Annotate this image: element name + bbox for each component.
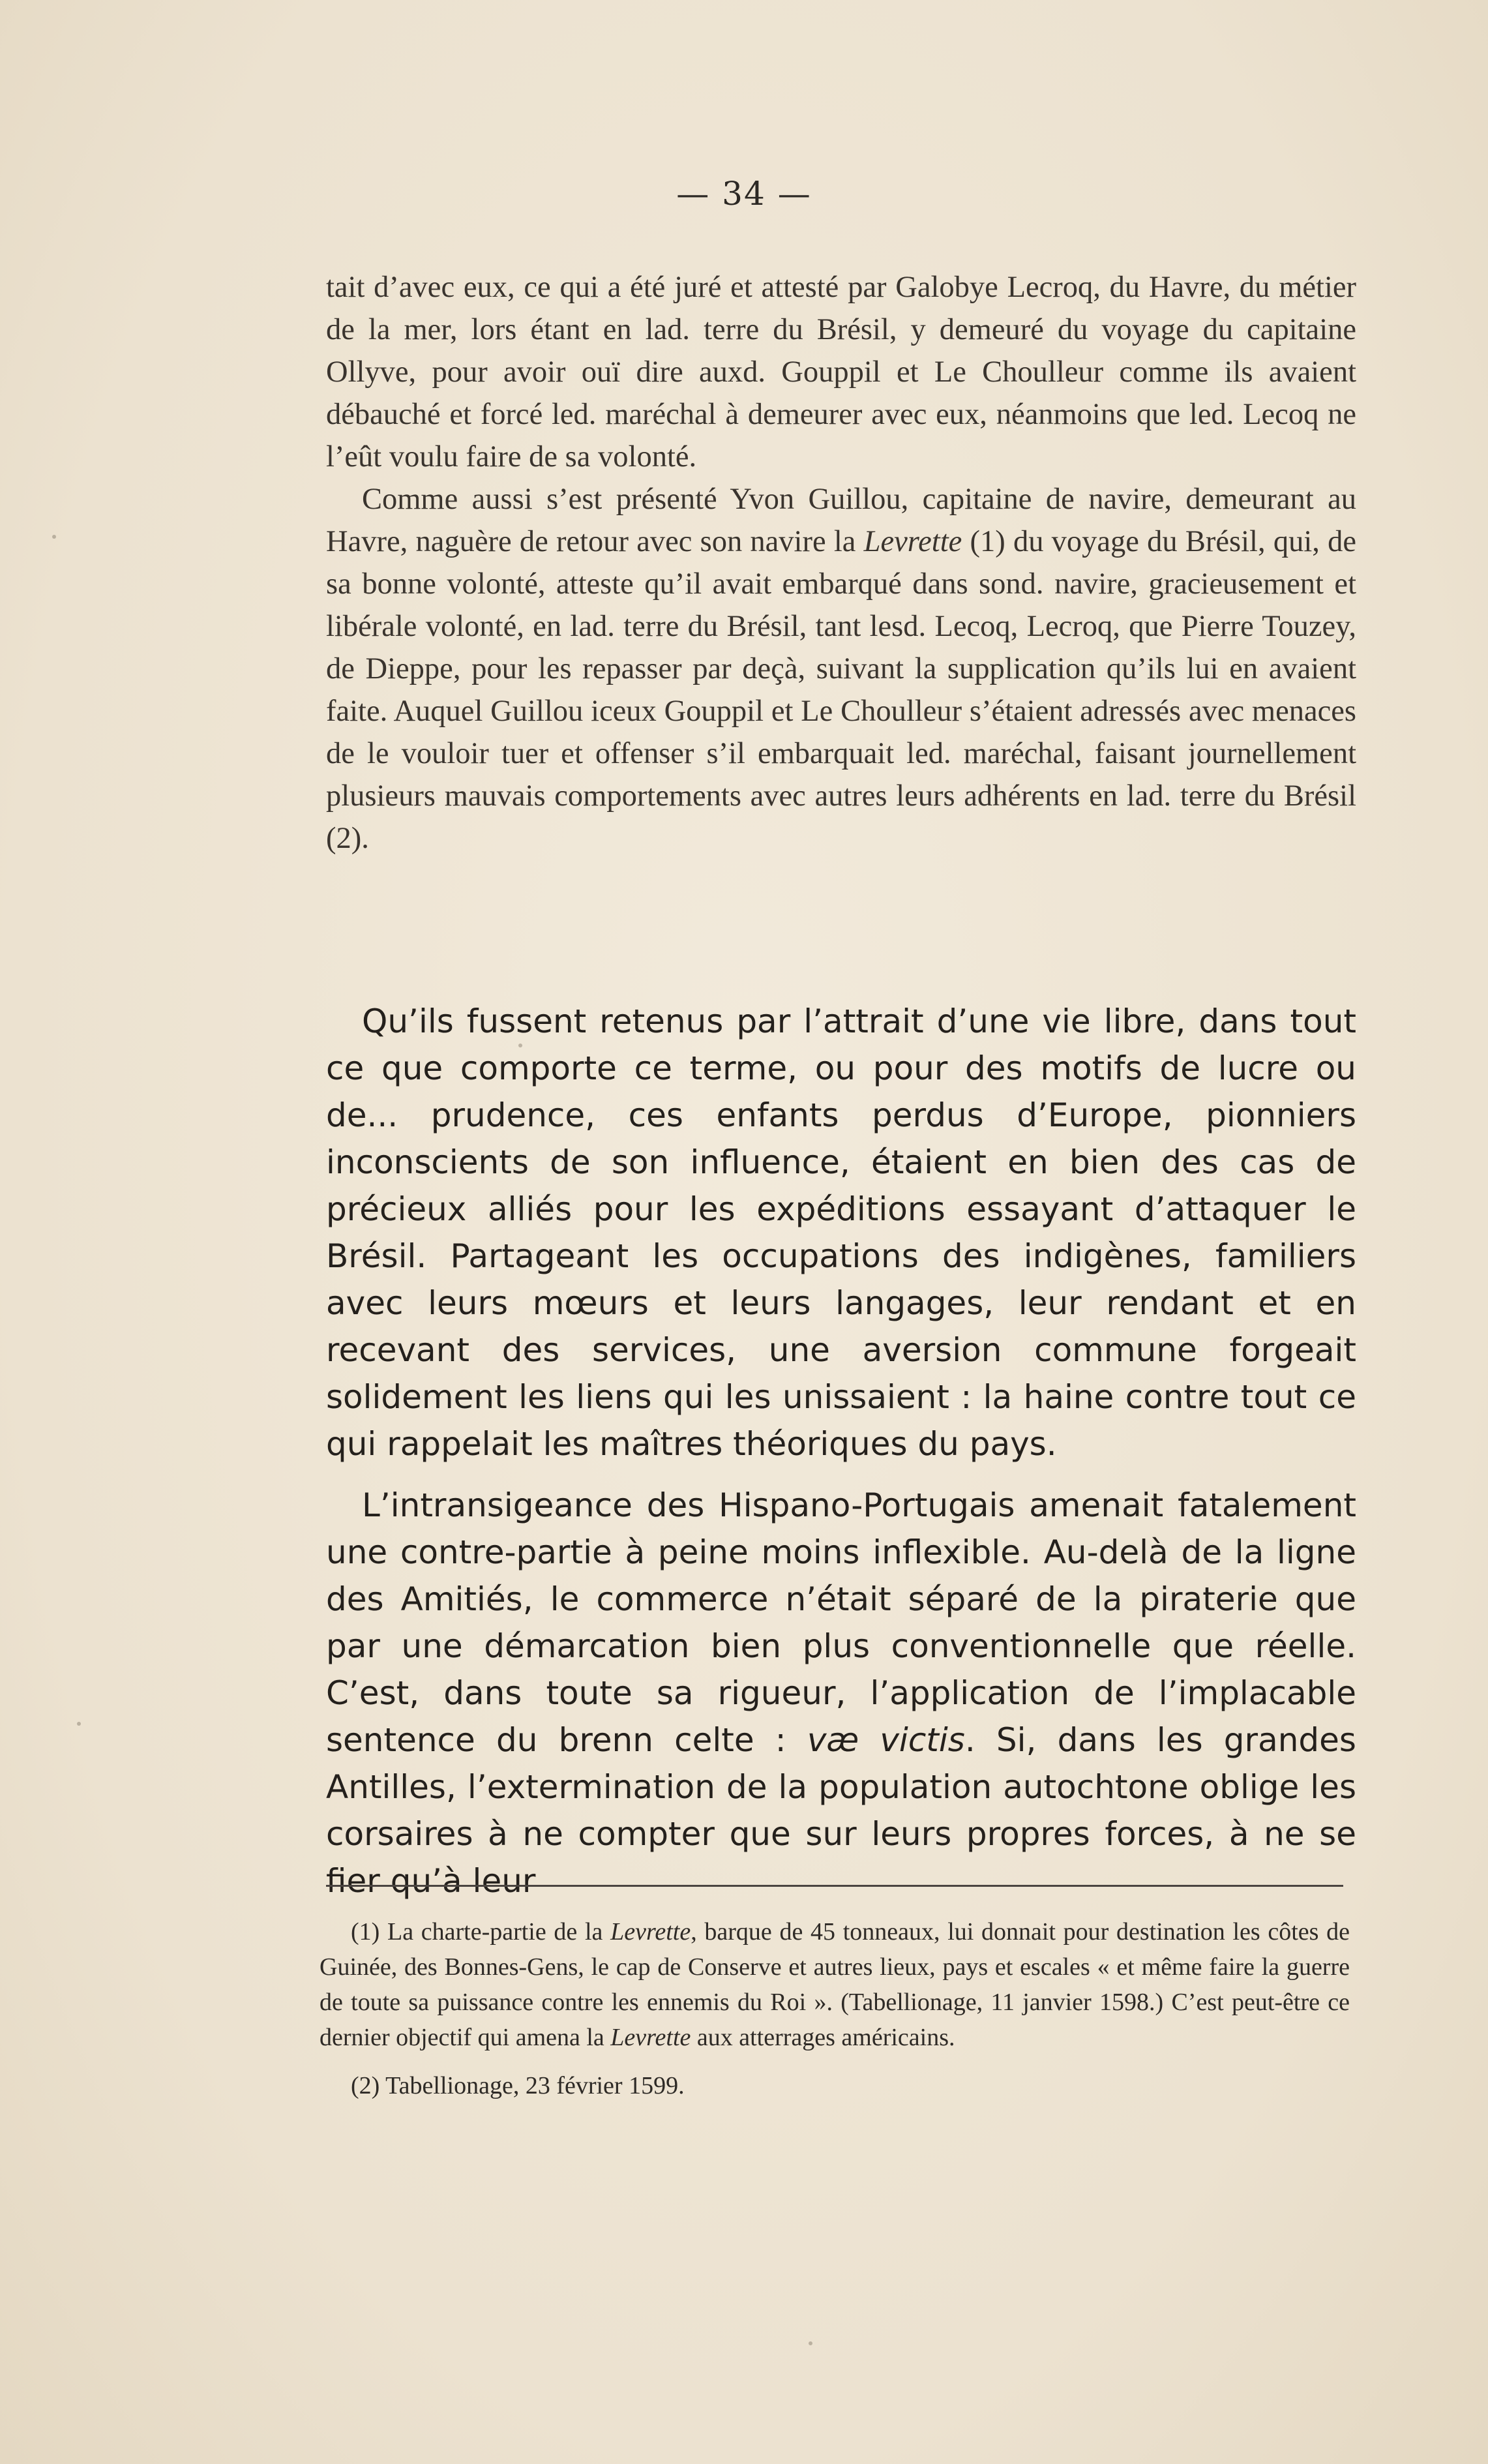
footnote-1-ship-name-2: Levrette (610, 2024, 691, 2051)
footnotes (320, 1914, 1350, 2103)
footnote-1-text-b: , barque de 45 tonneaux, lui donnait pour destination les côtes de Guinée, des Bonnes-Gens, le cap de Conserve et autres lieux, pays et escales « et même faire la guerre de toute sa puissance contre les ennemis du Roi ». (Tabellionage, 11 janvier 1598.) C’est peut-être ce dernier objectif qui amena la (320, 1918, 1350, 2051)
paper-speck (518, 1044, 522, 1047)
quote-p2-text-a: Comme aussi s’est présenté Yvon Guillou, capitaine de navire, demeurant au Havre, naguère de retour avec son navire la (326, 483, 1356, 558)
paper-speck (77, 1722, 81, 1726)
body-paragraph-2 (326, 1482, 1356, 1904)
footnote-1-text-c: aux atterrages américains. (691, 2024, 955, 2051)
paper-speck (809, 2341, 812, 2345)
body-p2-text-a: L’intransigeance des Hispano-Portugais amenait fatalement une contre-partie à peine moins inflexible. Au-delà de la ligne des Amitiés, le commerce n’était séparé de la piraterie que par une démarcation bien plus conventionnelle que réelle. C’est, dans toute sa rigueur, l’application de l’implacable sentence du brenn celte : (326, 1486, 1356, 1759)
ship-name-levrette: Levrette (863, 525, 962, 558)
footnote-1 (320, 1914, 1350, 2055)
footnote-1-ship-name: Levrette (610, 1918, 691, 1946)
footnote-2: (2) Tabellionage, 23 février 1599. (351, 2072, 685, 2099)
quote-paragraph-2 (326, 478, 1356, 860)
footnote-separator (326, 1885, 1343, 1887)
footnote-1-text-a: (1) La charte-partie de la (351, 1918, 611, 1946)
quote-paragraph-1: tait d’avec eux, ce qui a été juré et attesté par Galobye Lecroq, du Havre, du métier de la mer, lors étant en lad. terre du Brésil, y demeuré du voyage du capitaine Ollyve, pour avoir ouï dire auxd. Gouppil et Le Choulleur comme ils avaient débauché et forcé led. maréchal à demeurer avec eux, néanmoins que led. Lecoq ne l’eût voulu faire de sa volonté. (326, 271, 1356, 473)
main-text (326, 998, 1356, 1904)
body-paragraph-1: Qu’ils fussent retenus par l’attrait d’une vie libre, dans tout ce que comporte ce terme, ou pour des motifs de lucre ou de... prudence, ces enfants perdus d’Europe, pionniers inconscients de son influence, étaient en bien des cas de précieux alliés pour les expéditions essayant d’attaquer le Brésil. Partageant les occupations des indigènes, familiers avec leurs mœurs et leurs langages, leur rendant et en recevant des services, une aversion commune forgeait solidement les liens qui les unissaient : la haine contre tout ce qui rappelait les maîtres théoriques du pays. (326, 1002, 1356, 1463)
quote-p2-text-b: (1) du voyage du Brésil, qui, de sa bonne volonté, atteste qu’il avait embarqué dans sond. navire, gracieusement et libérale volonté, en lad. terre du Brésil, tant lesd. Lecoq, Lecroq, que Pierre Touzey, de Dieppe, pour les repasser par deçà, suivant la supplication qu’ils lui en avaient faite. Auquel Guillou iceux Gouppil et Le Choulleur s’étaient adressés avec menaces de le vouloir tuer et offenser s’il embarquait led. maréchal, faisant journellement plusieurs mauvais comportements avec autres leurs adhérents en lad. terre du Brésil (2). (326, 525, 1356, 855)
latin-phrase: væ victis (807, 1721, 965, 1759)
body-p2-text-b: . Si, dans les grandes Antilles, l’extermination de la population autochtone oblige les corsaires à ne compter que sur leurs propres forces, à ne se fier qu’à leur (326, 1721, 1356, 1900)
quoted-document-excerpt (326, 266, 1356, 860)
paper-speck (52, 535, 56, 539)
page-number: — 34 — (676, 175, 812, 213)
